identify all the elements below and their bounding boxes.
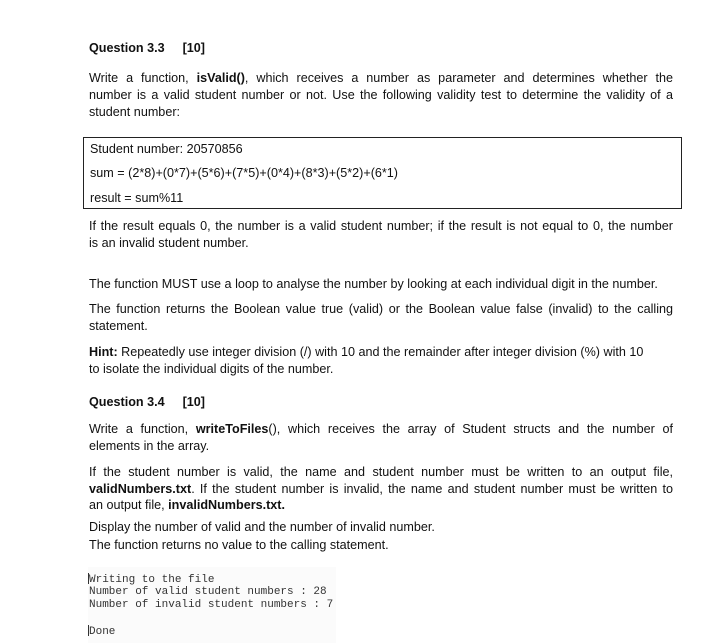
q34-para-line-3: an output file, invalidNumbers.txt. [89,498,285,512]
hint-label: Hint: [89,345,118,359]
q33-intro-line-2: number is a valid student number or not. Use the following validity test to determine the validity of a [89,88,673,102]
question-3-3-heading [89,40,205,56]
q33-intro-line-1: Write a function, isValid(), which receives a number as parameter and determines whether the [89,71,673,85]
filename-invalid: invalidNumbers.txt. [168,498,285,512]
validity-test-box [83,137,682,209]
q33-result-line-2: is an invalid student number. [89,236,249,250]
function-name-isvalid: isValid() [196,71,245,85]
question-3-3-title: Question 3.3 [89,41,165,55]
question-3-4-heading [89,394,205,410]
q33-returns-line-1: The function returns the Boolean value true (valid) or the Boolean value false (invalid) to the calling [89,302,673,316]
q34-no-return-line: The function returns no value to the calling statement. [89,538,389,552]
q33-intro-line-3: student number: [89,105,181,119]
q33-hint-line-2: to isolate the individual digits of the number. [89,362,334,376]
box-sum-formula: sum = (2*8)+(0*7)+(5*6)+(7*5)+(0*4)+(8*3)+(5*2)+(6*1) [90,166,398,180]
q34-para-line-2: validNumbers.txt. If the student number is invalid, the name and student number must be written to [89,482,673,496]
question-3-3-marks: [10] [182,41,205,55]
question-3-4-marks: [10] [182,395,205,409]
q34-intro-line-1: Write a function, writeToFiles(), which receives the array of Student structs and the number of [89,422,673,436]
console-line-2: Number of valid student numbers : 28 [89,586,327,598]
console-line-3: Number of invalid student numbers : 7 [89,599,334,611]
console-output [88,567,336,643]
box-student-number: Student number: 20570856 [90,142,243,156]
filename-valid: validNumbers.txt [89,482,192,496]
q34-display-line: Display the number of valid and the number of invalid number. [89,520,435,534]
console-line-4: Done [89,626,116,638]
question-3-4-title: Question 3.4 [89,395,165,409]
q34-intro-line-2: elements in the array. [89,439,210,453]
q34-para-line-1: If the student number is valid, the name and student number must be written to an output file, [89,465,673,479]
q33-result-line-1: If the result equals 0, the number is a valid student number; if the result is not equal to 0, the number [89,219,673,233]
q33-hint-line-1: Hint: Repeatedly use integer division (/) with 10 and the remainder after integer division (%) with 10 [89,345,644,359]
q33-returns-line-2: statement. [89,319,148,333]
function-name-writetofiles: writeToFiles [195,422,269,436]
console-line-1: Writing to the file [89,574,215,586]
box-result-formula: result = sum%11 [90,191,184,205]
q33-loop-requirement: The function MUST use a loop to analyse the number by looking at each individual digit in the number. [89,277,658,291]
